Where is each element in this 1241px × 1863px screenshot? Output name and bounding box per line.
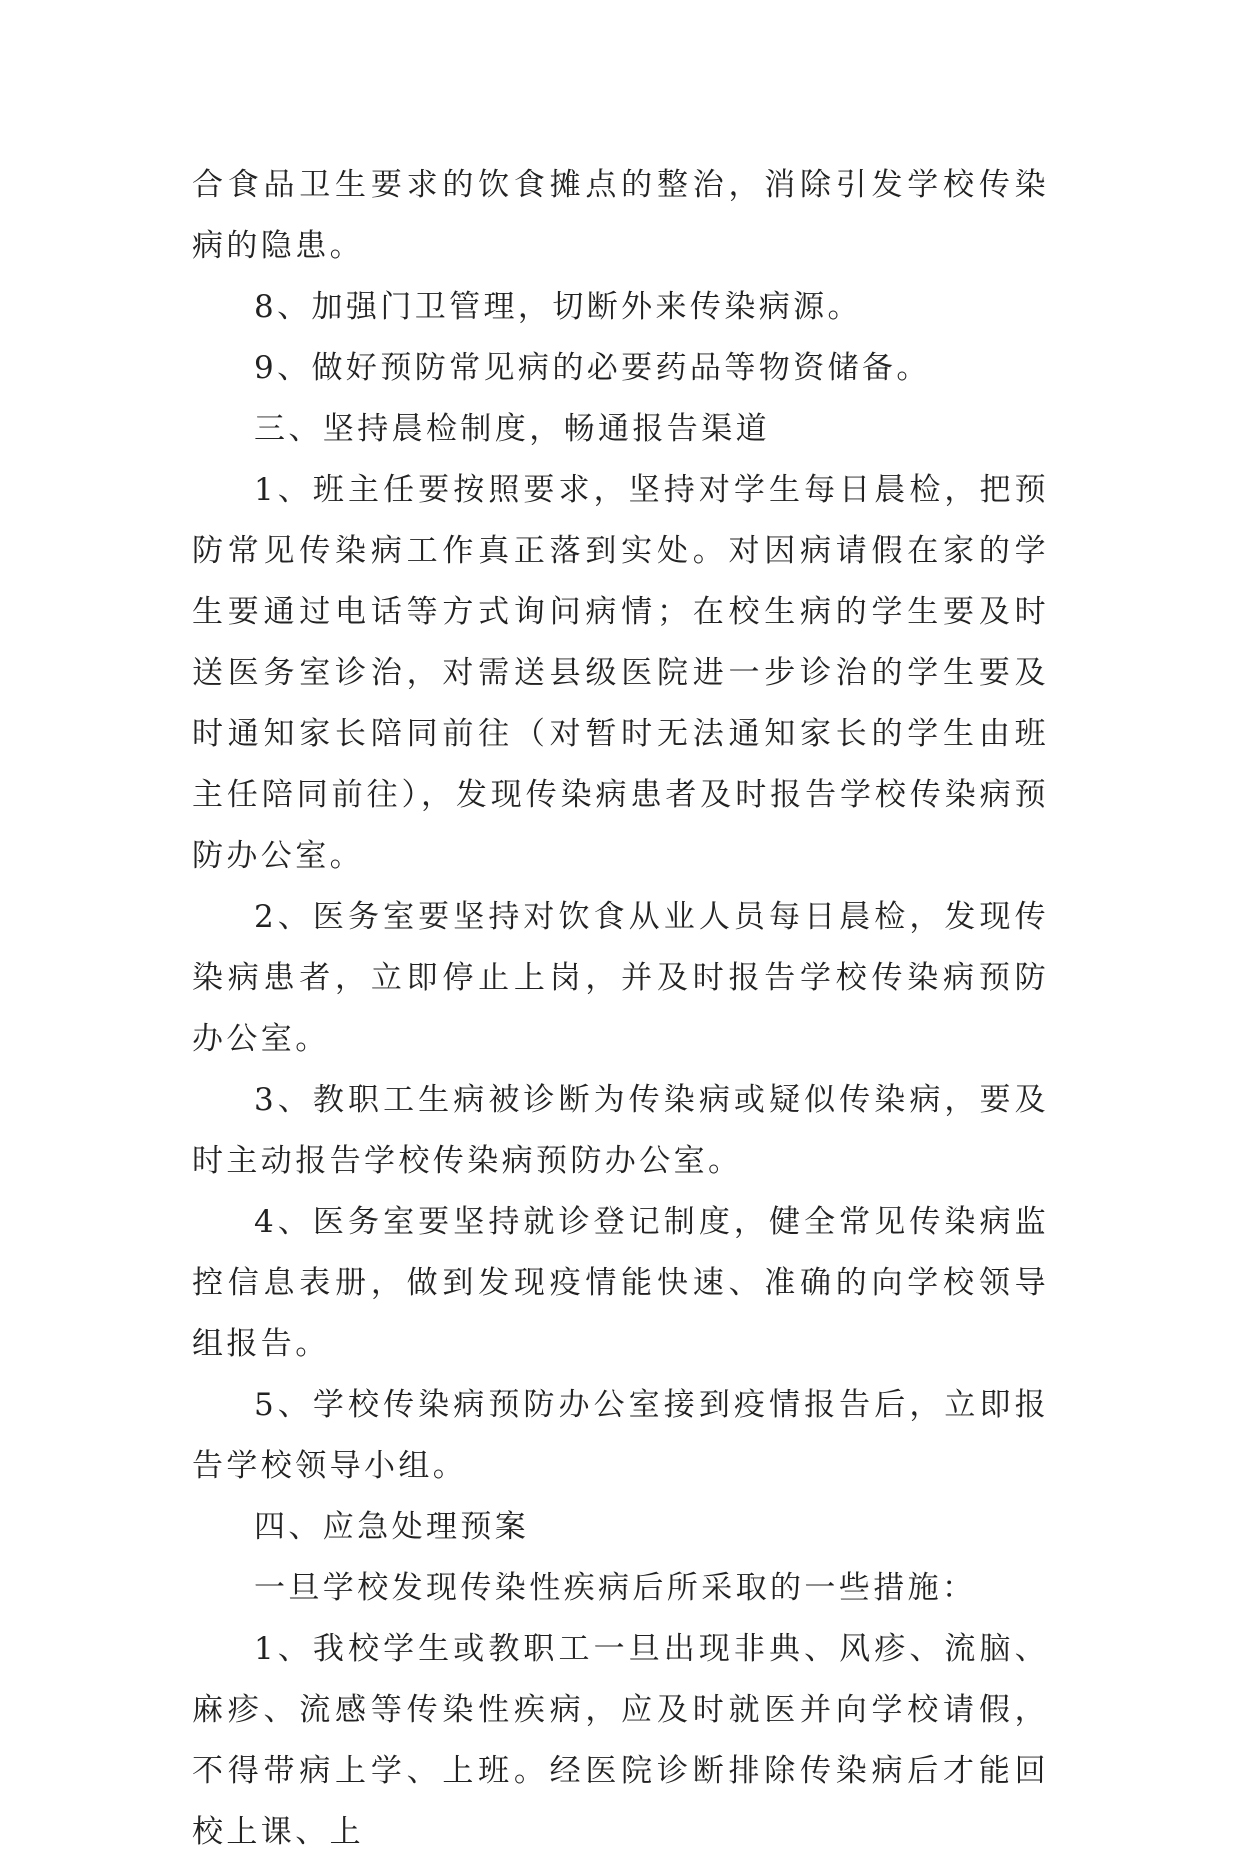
document-body (192, 155, 1049, 1863)
section-heading: 四、应急处理预案 (254, 1509, 530, 1545)
paragraph: 1、我校学生或教职工一旦出现非典、风疹、流脑、麻疹、流感等传染性疾病，应及时就医并向学校请假，不得带病上学、上班。经医院诊断排除传染病后才能回校上课、上 (192, 1631, 1049, 1850)
paragraph: 9、做好预防常见病的必要药品等物资储备。 (254, 350, 931, 386)
section-heading: 三、坚持晨检制度，畅通报告渠道 (254, 411, 770, 447)
paragraph: 一旦学校发现传染性疾病后所采取的一些措施： (254, 1570, 977, 1606)
paragraph: 1、班主任要按照要求，坚持对学生每日晨检，把预防常见传染病工作真正落到实处。对因病请假在家的学生要通过电话等方式询问病情；在校生病的学生要及时送医务室诊治，对需送县级医院进一步诊治的学生要及时通知家长陪同前往（对暂时无法通知家长的学生由班主任陪同前往），发现传染病患者及时报告学校传染病预防办公室。 (192, 472, 1049, 874)
paragraph: 2、医务室要坚持对饮食从业人员每日晨检，发现传染病患者，立即停止上岗，并及时报告学校传染病预防办公室。 (192, 899, 1049, 1057)
paragraph: 3、教职工生病被诊断为传染病或疑似传染病，要及时主动报告学校传染病预防办公室。 (192, 1082, 1049, 1179)
paragraph: 5、学校传染病预防办公室接到疫情报告后，立即报告学校领导小组。 (192, 1387, 1049, 1484)
paragraph: 合食品卫生要求的饮食摊点的整治，消除引发学校传染病的隐患。 (192, 167, 1049, 264)
paragraph: 4、医务室要坚持就诊登记制度，健全常见传染病监控信息表册，做到发现疫情能快速、准确的向学校领导组报告。 (192, 1204, 1049, 1362)
paragraph: 8、加强门卫管理，切断外来传染病源。 (254, 289, 862, 325)
